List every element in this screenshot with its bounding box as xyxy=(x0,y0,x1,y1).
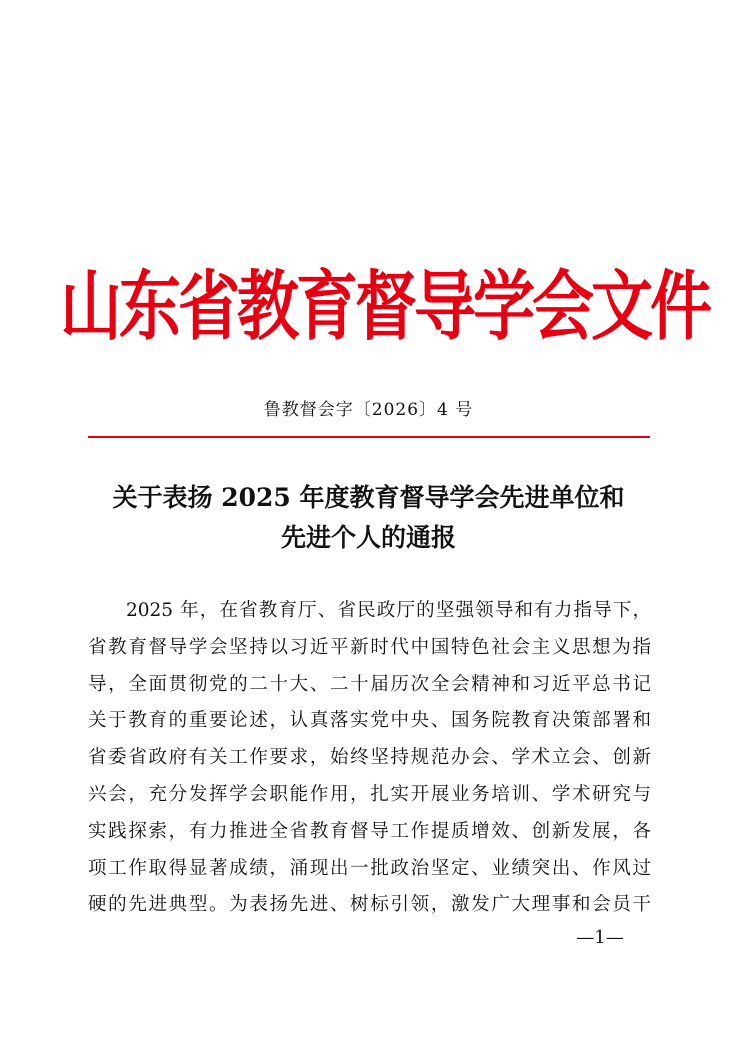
body-line-6: 兴会，充分发挥学会职能作用，扎实开展业务培训、学术研究与 xyxy=(88,783,651,805)
body-line-9: 硬的先进典型。为表扬先进、树标引领，激发广大理事和会员干 xyxy=(88,894,651,916)
body-line-5: 省委省政府有关工作要求，始终坚持规范办会、学术立会、创新 xyxy=(88,747,651,769)
page-number: —1— xyxy=(576,927,624,948)
body-line-8: 项工作取得显著成绩，涌现出一批政治坚定、业绩突出、作风过 xyxy=(88,857,651,879)
body-line-3: 导，全面贯彻党的二十大、二十届历次全会精神和习近平总书记 xyxy=(88,673,651,695)
notice-title-line-2: 先进个人的通报 xyxy=(280,523,456,552)
body-line-7: 实践探索，有力推进全省教育督导工作提质增效、创新发展，各 xyxy=(88,820,651,842)
body-line-1: 2025 年，在省教育厅、省民政厅的坚强领导和有力指导下， xyxy=(126,600,651,621)
notice-title-line-1: 关于表扬 2025 年度教育督导学会先进单位和 xyxy=(112,483,625,512)
document-number: 鲁教督会字〔2026〕4 号 xyxy=(263,400,474,420)
red-divider-rule xyxy=(88,436,650,438)
masthead-title: 山东省教育督导学会文件 xyxy=(60,261,710,351)
body-line-2: 省教育督导学会坚持以习近平新时代中国特色社会主义思想为指 xyxy=(88,636,651,658)
notice-title xyxy=(70,478,667,558)
body-paragraph xyxy=(88,593,651,924)
body-line-4: 关于教育的重要论述，认真落实党中央、国务院教育决策部署和 xyxy=(88,710,651,732)
